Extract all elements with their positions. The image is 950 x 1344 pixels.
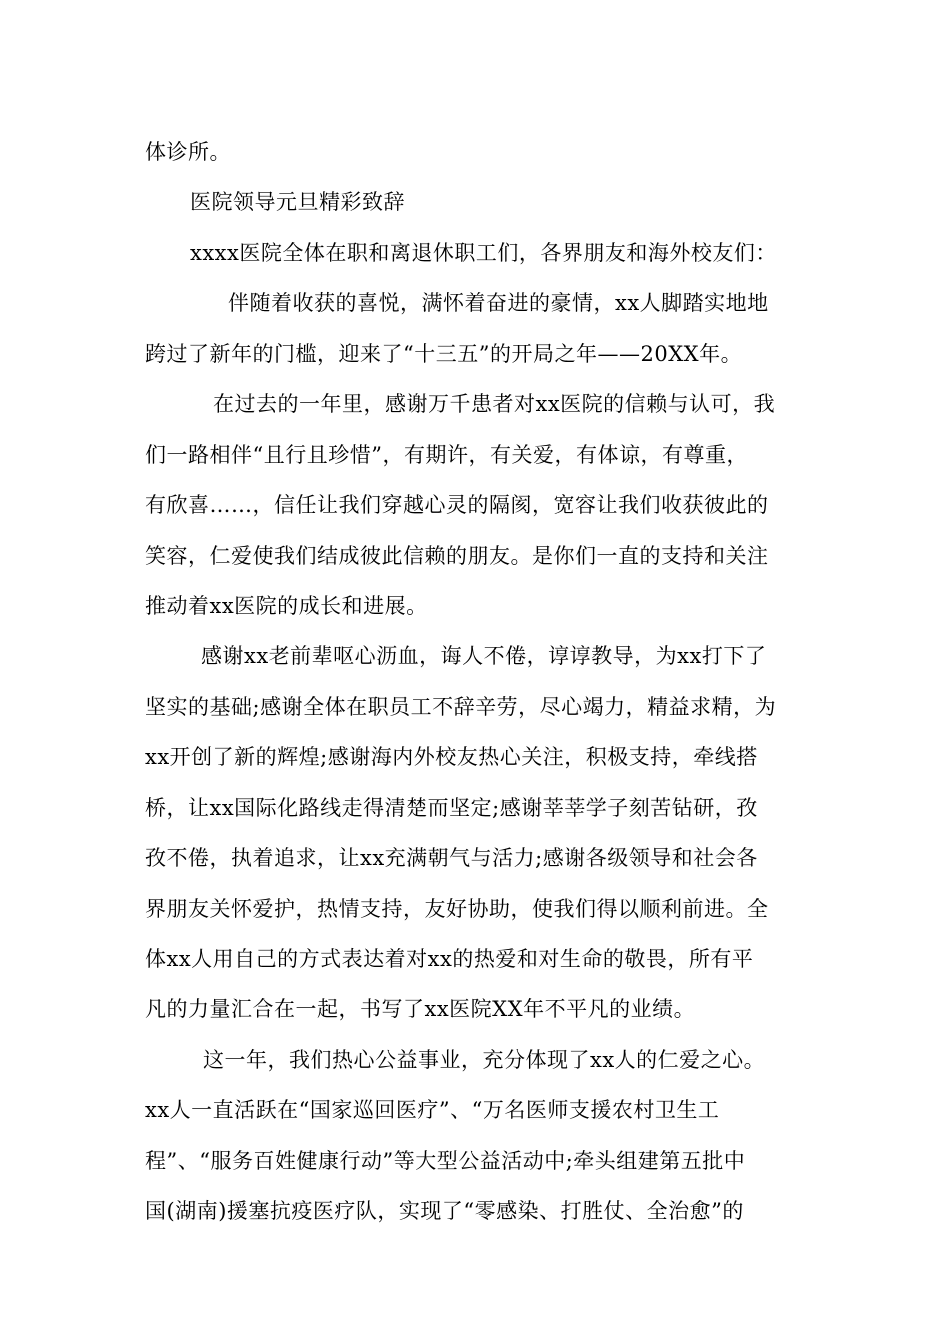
text-line: 国(湖南)援塞抗疫医疗队，实现了“零感染、打胜仗、全治愈”的	[145, 1199, 744, 1223]
salutation-line: xxxx医院全体在职和离退休职工们，各界朋友和海外校友们：	[190, 241, 777, 265]
paragraph-start-line: 伴随着收获的喜悦，满怀着奋进的豪情，xx人脚踏实地地	[228, 291, 769, 315]
text-line: 凡的力量汇合在一起，书写了xx医院XX年不平凡的业绩。	[145, 997, 696, 1021]
section-heading: 医院领导元旦精彩致辞	[190, 190, 405, 214]
text-line: 体xx人用自己的方式表达着对xx的热爱和对生命的敬畏，所有平	[145, 947, 754, 971]
text-line: 有欣喜……，信任让我们穿越心灵的隔阂，宽容让我们收获彼此的	[145, 493, 769, 517]
text-line: xx人一直活跃在“国家巡回医疗”、“万名医师支援农村卫生工	[145, 1098, 720, 1122]
text-line: 推动着xx医院的成长和进展。	[145, 594, 428, 618]
text-line: 跨过了新年的门槛，迎来了“十三五”的开局之年——20XX年。	[145, 342, 743, 366]
text-line: 孜不倦，执着追求，让xx充满朝气与活力;感谢各级领导和社会各	[145, 846, 758, 870]
text-line: 笑容，仁爱使我们结成彼此信赖的朋友。是你们一直的支持和关注	[145, 544, 769, 568]
text-line: 们一路相伴“且行且珍惜”，有期许，有关爱，有体谅，有尊重，	[145, 443, 748, 467]
paragraph-start-line: 在过去的一年里，感谢万千患者对xx医院的信赖与认可，我	[213, 392, 776, 416]
paragraph-start-line: 这一年，我们热心公益事业，充分体现了xx人的仁爱之心。	[203, 1048, 766, 1072]
text-line: 桥，让xx国际化路线走得清楚而坚定;感谢莘莘学子刻苦钻研，孜	[145, 796, 758, 820]
text-line: 体诊所。	[145, 140, 231, 164]
text-line: xx开创了新的辉煌;感谢海内外校友热心关注，积极支持，牵线搭	[145, 745, 758, 769]
text-line: 程”、“服务百姓健康行动”等大型公益活动中;牵头组建第五批中	[145, 1149, 746, 1173]
text-line: 坚实的基础;感谢全体在职员工不辞辛劳，尽心竭力，精益求精，为	[145, 695, 777, 719]
paragraph-start-line: 感谢xx老前辈呕心沥血，诲人不倦，谆谆教导，为xx打下了	[201, 644, 767, 668]
text-line: 界朋友关怀爱护，热情支持，友好协助，使我们得以顺利前进。全	[145, 897, 769, 921]
